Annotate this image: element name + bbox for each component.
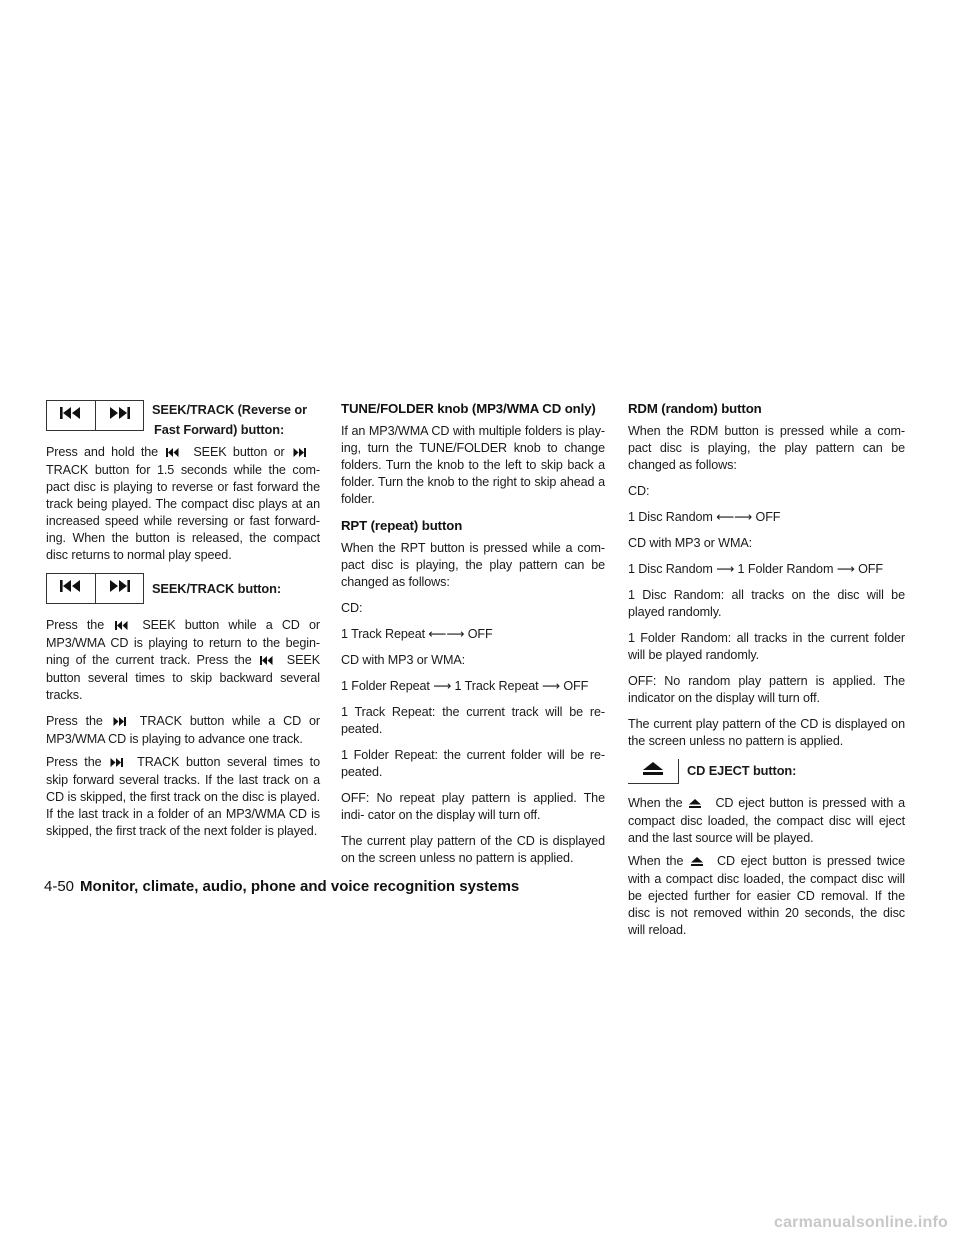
- seek-back-icon: [60, 580, 82, 597]
- track-forward-icon: [108, 580, 130, 597]
- rdm-heading: RDM (random) button: [628, 401, 762, 416]
- seek-track-hold-paragraph: Press and hold the SEEK button or TRACK button for 1.5 seconds while the com- pact disc is playing to reverse or fast forward the track being played. The compact disc plays at an increased speed while reversing or fast forward- ing. When the button is released, the compact disc returns to normal play speed.: [46, 445, 320, 562]
- eject-icon: [643, 762, 663, 780]
- track-forward-icon: [110, 755, 123, 772]
- track-multiple-paragraph: Press the TRACK button several times to skip forward several tracks. If the last track on a CD is skipped, the first track on the disc is played. If the last track in a folder of an MP3/WMA CD is skipped, the first track of the next folder is played.: [46, 755, 320, 838]
- rdm-intro-paragraph: When the RDM button is pressed while a com- pact disc is playing, the play pattern can be changed as follows:: [628, 424, 905, 472]
- seek-back-icon: [115, 618, 128, 635]
- seek-back-icon: [166, 445, 179, 462]
- eject-icon: [689, 796, 701, 813]
- cd-eject-heading: [628, 759, 905, 789]
- rdm-mp3-pattern: 1 Disc Random ⟶ 1 Folder Random ⟶ OFF: [628, 562, 883, 576]
- eject-icon: [691, 854, 703, 871]
- eject-once-paragraph: When the CD eject button is pressed with a compact disc loaded, the compact disc will eject and the last source will be played.: [628, 796, 905, 845]
- eject-twice-paragraph: When the CD eject button is pressed twice with a compact disc loaded, the compact disc will be ejected further for easier CD removal. If the disc is not removed within 20 seconds, the disc will reload.: [628, 854, 905, 937]
- rdm-cd-pattern: 1 Disc Random ⟵⟶ OFF: [628, 510, 781, 524]
- seek-track-rev-ff-heading: [46, 400, 320, 438]
- track-forward-icon: [113, 714, 126, 731]
- track-press-paragraph: Press the TRACK button while a CD or MP3/WMA CD is playing to advance one track.: [46, 714, 320, 746]
- seek-press-paragraph: Press the SEEK button while a CD or MP3/WMA CD is playing to return to the begin- ning of the current track. Press the SEEK button several times to skip backward several tracks.: [46, 618, 320, 702]
- cd-eject-title: CD EJECT button:: [687, 763, 797, 778]
- rpt-track-desc: 1 Track Repeat: the current track will be re- peated.: [341, 705, 605, 736]
- rdm-folder-desc: 1 Folder Random: all tracks in the current folder will be played randomly.: [628, 631, 905, 662]
- seek-track-title: SEEK/TRACK button:: [152, 581, 281, 596]
- track-forward-icon: [293, 445, 306, 462]
- column-seek-track: [46, 400, 320, 849]
- page-footer: [44, 878, 519, 895]
- rdm-off-desc: OFF: No random play pattern is applied. The indicator on the display will turn off.: [628, 674, 905, 705]
- page-number: 4-50: [44, 878, 75, 895]
- rpt-mp3-pattern: 1 Folder Repeat ⟶ 1 Track Repeat ⟶ OFF: [341, 679, 589, 693]
- column-tune-repeat: [341, 400, 605, 876]
- seek-back-icon: [260, 653, 273, 670]
- tune-folder-heading: TUNE/FOLDER knob (MP3/WMA CD only): [341, 401, 596, 416]
- rpt-heading: RPT (repeat) button: [341, 518, 463, 533]
- seek-track-button-graphic: [46, 400, 144, 431]
- rpt-folder-desc: 1 Folder Repeat: the current folder will be re- peated.: [341, 748, 605, 779]
- rdm-current-desc: The current play pattern of the CD is displayed on the screen unless no pattern is applied.: [628, 717, 905, 748]
- rdm-disc-desc: 1 Disc Random: all tracks on the disc will be played randomly.: [628, 588, 905, 619]
- rpt-cd-label: CD:: [341, 601, 363, 615]
- rpt-off-desc: OFF: No repeat play pattern is applied. The indi- cator on the display will turn off.: [341, 791, 605, 822]
- column-random-eject: [628, 400, 905, 948]
- seek-back-icon: [60, 407, 82, 424]
- seek-track-button-graphic: [46, 573, 144, 604]
- watermark: carmanualsonline.info: [773, 1214, 948, 1231]
- section-title: Monitor, climate, audio, phone and voice recognition systems: [80, 878, 520, 895]
- rpt-current-desc: The current play pattern of the CD is displayed on the screen unless no pattern is applied.: [341, 834, 605, 865]
- rpt-mp3-label: CD with MP3 or WMA:: [341, 653, 466, 667]
- seek-track-heading: [46, 573, 320, 611]
- rdm-mp3-label: CD with MP3 or WMA:: [628, 536, 753, 550]
- rdm-cd-label: CD:: [628, 484, 650, 498]
- cd-eject-button-graphic: [628, 759, 679, 784]
- track-forward-icon: [108, 407, 130, 424]
- rpt-intro-paragraph: When the RPT button is pressed while a com- pact disc is playing, the play pattern can be changed as follows:: [341, 541, 605, 589]
- rpt-cd-pattern: 1 Track Repeat ⟵⟶ OFF: [341, 627, 493, 641]
- tune-folder-paragraph: If an MP3/WMA CD with multiple folders is play- ing, turn the TUNE/FOLDER knob to change folders. Turn the knob to the left to skip back a folder. Turn the knob to the right to skip ahead a folder.: [341, 424, 605, 506]
- seek-track-rev-ff-title: SEEK/TRACK (Reverse or Fast Forward) button:: [152, 402, 307, 437]
